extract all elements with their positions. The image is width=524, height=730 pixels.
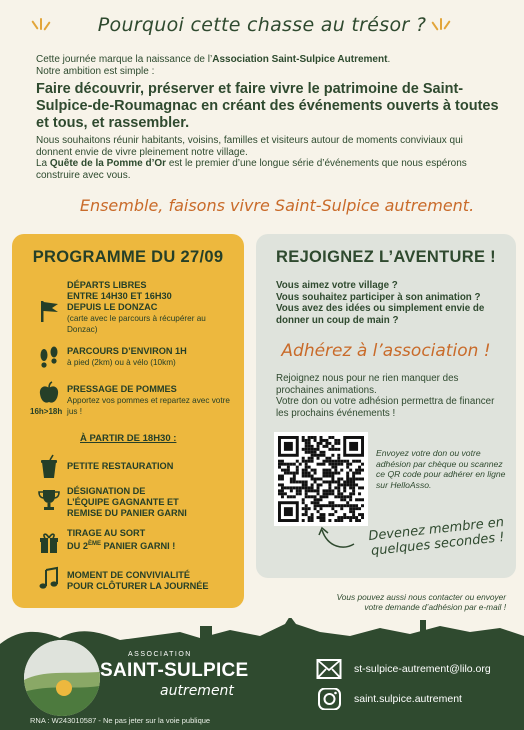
quest-paragraph: La Quête de la Pomme d’Or est le premier d’une longue série d’événements que nous espérons construire avec vous. [36, 158, 467, 181]
header [0, 14, 524, 36]
rna-footer-text: RNA : W243010587 - Ne pas jeter sur la voie publique [30, 716, 211, 725]
join-title: REJOIGNEZ L’AVENTURE ! [276, 248, 496, 266]
music-note-icon [36, 566, 62, 592]
contact-note: Vous pouvez aussi nous contacter ou envoyer votre demande d’adhésion par e-mail ! [336, 592, 506, 612]
assoc-label: ASSOCIATION [128, 651, 192, 658]
slogan: Ensemble, faisons vivre Saint-Sulpice autrement. [79, 196, 475, 215]
member-callout: Devenez membre en quelques secondes ! [367, 514, 506, 559]
logo [24, 640, 100, 716]
restauration-block: PETITE RESTAURATION [67, 461, 174, 471]
instagram-link[interactable]: saint.sulpice.autrement [316, 688, 462, 710]
mail-icon [316, 658, 342, 680]
programme-panel [12, 234, 244, 608]
join-paragraph: Rejoignez nous pour ne rien manquer des prochaines animations. Votre don ou votre adhésion permettra de financer les prochains événements ! [276, 373, 495, 419]
pressage-block: PRESSAGE DE POMMES Apportez vos pommes et repartez avec votre jus ! [67, 384, 230, 416]
join-panel [256, 234, 516, 578]
instagram-icon [316, 688, 342, 710]
lead-text: Faire découvrir, préserver et faire vivre le patrimoine de Saint-Sulpice-de-Roumagnac en créant des événements ouverts à toutes et tous, et rassembler. [36, 81, 499, 131]
flag-icon [36, 298, 62, 324]
join-questions: Vous aimez votre village ? Vous souhaitez participer à son animation ? Vous avez des idées ou simplement envie de donner un coup de main ? [276, 280, 485, 326]
email-link[interactable]: st-sulpice-autrement@lilo.org [316, 658, 491, 680]
adherez-heading: Adhérez à l’association ! [281, 341, 491, 361]
from-18h-label: À PARTIR DE 18H30 : [80, 433, 177, 444]
assoc-name: SAINT-SULPICE [100, 660, 249, 681]
page-title: Pourquoi cette chasse au trésor ? [97, 14, 427, 36]
intro-paragraph: Nous souhaitons réunir habitants, voisins, familles et visiteurs autour de moments conviviaux qui donnent envie de vivre pleinement notre village. [36, 135, 463, 158]
drink-icon [36, 454, 62, 480]
assoc-script: autrement [160, 683, 234, 699]
parcours-block: PARCOURS D’ENVIRON 1H à pied (2km) ou à vélo (10km) [67, 346, 187, 367]
programme-title: PROGRAMME DU 27/09 [32, 248, 224, 266]
departs-block: DÉPARTS LIBRES ENTRE 14H30 ET 16H30 DEPUIS LE DONZAC (carte avec le parcours à récupérer au Donzac) [67, 280, 206, 334]
gift-icon [36, 529, 62, 555]
designation-block: DÉSIGNATION DE L’ÉQUIPE GAGNANTE ET REMISE DU PANIER GARNI [67, 486, 187, 518]
qr-caption: Envoyez votre don ou votre adhésion par chèque ou scannez ce QR code pour adhérer en ligne sur HelloAsso. [376, 448, 506, 490]
qr-code[interactable] [274, 432, 368, 526]
intro-text: Cette journée marque la naissance de l’Association Saint-Sulpice Autrement. Notre ambition est simple : [36, 54, 391, 77]
footsteps-icon [36, 346, 62, 372]
time-label: 16h>18h [30, 407, 63, 416]
moment-block: MOMENT DE CONVIVIALITÉ POUR CLÔTURER LA JOURNÉE [67, 570, 209, 591]
apple-icon [36, 380, 62, 406]
sparkle-icon [32, 18, 50, 40]
tirage-block: TIRAGE AU SORT DU 2ÈME PANIER GARNI ! [67, 528, 176, 552]
qr-code-image [278, 436, 364, 522]
sparkle-icon [432, 18, 450, 40]
trophy-icon [36, 487, 62, 513]
